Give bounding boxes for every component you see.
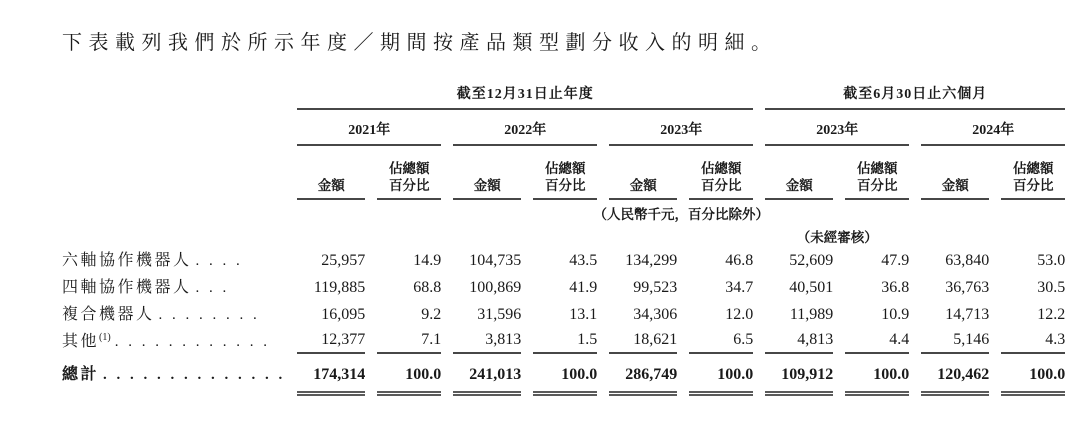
spacer-cell — [297, 223, 753, 246]
dot-leader: . . . . — [195, 253, 243, 269]
percent-cell: 9.2 — [421, 306, 442, 323]
total-percent-cell: 100.0 — [1029, 366, 1066, 383]
total-percent-cell: 100.0 — [873, 366, 910, 383]
table-row-others — [62, 327, 1065, 354]
period-group-annual: 截至12月31日止年度 — [297, 82, 753, 110]
percent-header: 佔總額 百分比 — [533, 146, 597, 200]
row-label: 四軸協作機器人 — [62, 279, 192, 296]
total-double-rule — [921, 387, 989, 399]
amount-header: 金額 — [453, 146, 521, 200]
amount-cell: 11,989 — [789, 306, 834, 323]
amount-cell: 36,763 — [945, 279, 990, 296]
amount-header: 金額 — [921, 146, 989, 200]
amount-cell: 119,885 — [313, 279, 366, 296]
amount-cell: 18,621 — [609, 327, 677, 354]
percent-cell: 10.9 — [881, 306, 910, 323]
percent-cell: 4.3 — [1001, 327, 1065, 354]
table-row-four-axis — [62, 273, 1065, 300]
row-label: 其他 — [62, 333, 100, 350]
dot-leader: . . . — [195, 280, 230, 296]
total-amount-cell: 241,013 — [469, 366, 522, 383]
spacer-cell — [62, 223, 285, 246]
amount-header: 金額 — [609, 146, 677, 200]
percent-header: 佔總額 百分比 — [377, 146, 441, 200]
spacer-cell — [921, 223, 1065, 246]
percent-cell: 6.5 — [689, 327, 753, 354]
year-header-2024-interim: 2024年 — [921, 110, 1065, 146]
total-double-rule — [765, 387, 833, 399]
percent-header: 佔總額 百分比 — [1001, 146, 1065, 200]
total-double-rule — [533, 387, 597, 399]
amount-cell: 104,735 — [469, 252, 522, 269]
total-double-rule — [297, 387, 365, 399]
amount-cell: 63,840 — [945, 252, 990, 269]
period-group-interim: 截至6月30日止六個月 — [765, 82, 1065, 110]
subheader-row — [62, 146, 1065, 200]
percent-cell: 1.5 — [533, 327, 597, 354]
dot-leader: . . . . . . . . — [158, 307, 260, 323]
revenue-by-product-table — [50, 82, 1077, 399]
amount-cell: 25,957 — [321, 252, 366, 269]
percent-cell: 30.5 — [1037, 279, 1066, 296]
dot-leader: . . . . . . . . . . . . . . — [103, 367, 286, 383]
amount-cell: 16,095 — [321, 306, 366, 323]
year-header-2021: 2021年 — [297, 110, 441, 146]
amount-cell: 14,713 — [945, 306, 990, 323]
percent-cell: 13.1 — [569, 306, 598, 323]
percent-cell: 4.4 — [845, 327, 909, 354]
row-label: 複合機器人 — [62, 306, 155, 323]
amount-cell: 134,299 — [625, 252, 678, 269]
percent-header: 佔總額 百分比 — [689, 146, 753, 200]
total-percent-cell: 100.0 — [561, 366, 598, 383]
percent-cell: 34.7 — [725, 279, 754, 296]
year-header-2022: 2022年 — [453, 110, 597, 146]
amount-cell: 34,306 — [633, 306, 678, 323]
year-header-2023-interim: 2023年 — [765, 110, 909, 146]
spacer-cell — [62, 387, 285, 399]
row-label: 六軸協作機器人 — [62, 252, 192, 269]
spacer-cell — [62, 200, 285, 223]
table-row-total — [62, 354, 1065, 387]
percent-cell: 12.2 — [1037, 306, 1066, 323]
total-double-rule — [845, 387, 909, 399]
total-amount-cell: 174,314 — [313, 366, 366, 383]
amount-header: 金額 — [765, 146, 833, 200]
percent-header: 佔總額 百分比 — [845, 146, 909, 200]
unit-note-row — [62, 200, 1065, 223]
percent-cell: 53.0 — [1037, 252, 1066, 269]
percent-cell: 7.1 — [377, 327, 441, 354]
amount-cell: 12,377 — [297, 327, 365, 354]
total-double-rule — [609, 387, 677, 399]
spacer-cell — [62, 82, 285, 110]
currency-unit-note: （人民幣千元，百分比除外） — [593, 207, 770, 222]
amount-cell: 31,596 — [477, 306, 522, 323]
amount-cell: 4,813 — [765, 327, 833, 354]
dot-leader: . . . . . . . . . . . . — [114, 334, 270, 350]
table-row-six-axis — [62, 246, 1065, 273]
amount-cell: 3,813 — [453, 327, 521, 354]
spacer-cell — [62, 146, 285, 200]
amount-cell: 5,146 — [921, 327, 989, 354]
footnote-ref: (1) — [99, 332, 111, 343]
total-double-rule — [1001, 387, 1065, 399]
intro-paragraph: 下表載列我們於所示年度／期間按產品類型劃分收入的明細。 — [62, 32, 778, 54]
period-group-header-row — [62, 82, 1065, 110]
total-percent-cell: 100.0 — [717, 366, 754, 383]
total-label: 總計 — [62, 366, 100, 383]
amount-cell: 52,609 — [789, 252, 834, 269]
table-row-composite — [62, 300, 1065, 327]
total-amount-cell: 286,749 — [625, 366, 678, 383]
total-double-rule — [689, 387, 753, 399]
total-percent-cell: 100.0 — [405, 366, 442, 383]
amount-cell: 40,501 — [789, 279, 834, 296]
total-amount-cell: 109,912 — [781, 366, 834, 383]
amount-cell: 100,869 — [469, 279, 522, 296]
percent-cell: 14.9 — [413, 252, 442, 269]
total-double-rule — [377, 387, 441, 399]
year-header-2023: 2023年 — [609, 110, 753, 146]
total-underline-row — [62, 387, 1065, 399]
amount-header: 金額 — [297, 146, 365, 200]
percent-cell: 41.9 — [569, 279, 598, 296]
percent-cell: 68.8 — [413, 279, 442, 296]
spacer-cell — [62, 110, 285, 146]
total-amount-cell: 120,462 — [937, 366, 990, 383]
unaudited-note: （未經審核） — [796, 230, 878, 245]
percent-cell: 12.0 — [725, 306, 754, 323]
percent-cell: 46.8 — [725, 252, 754, 269]
unaudited-note-row — [62, 223, 1065, 246]
total-double-rule — [453, 387, 521, 399]
percent-cell: 43.5 — [569, 252, 598, 269]
amount-cell: 99,523 — [633, 279, 678, 296]
percent-cell: 36.8 — [881, 279, 910, 296]
year-header-row — [62, 110, 1065, 146]
percent-cell: 47.9 — [881, 252, 910, 269]
